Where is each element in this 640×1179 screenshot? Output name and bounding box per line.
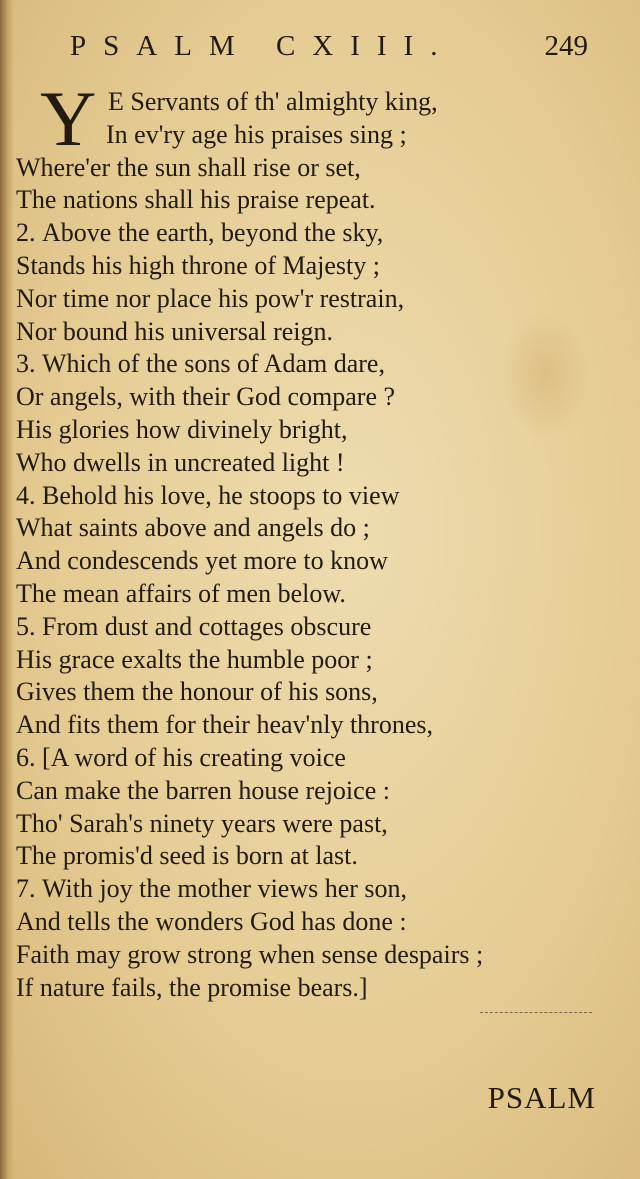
line-text: Above the earth, beyond the sky, [42, 218, 384, 248]
line-text: Or angels, with their God compare ? [16, 382, 396, 412]
psalm-text [16, 75, 606, 1004]
page-gutter [0, 0, 14, 1179]
line-text: Which of the sons of Adam dare, [42, 349, 385, 379]
verse-line [16, 873, 606, 906]
line-text: What saints above and angels do ; [16, 513, 370, 543]
verse-line [16, 545, 606, 578]
verse-line [16, 184, 606, 217]
verse-line [16, 217, 606, 250]
line-text: In ev'ry age his praises sing ; [106, 119, 407, 149]
verse-line [16, 578, 606, 611]
line-text: The mean affairs of men below. [16, 578, 346, 608]
verse-number: 6. [16, 742, 36, 772]
line-text: Tho' Sarah's ninety years were past, [16, 808, 388, 838]
verse-line [16, 381, 606, 414]
line-text: Can make the barren house rejoice : [16, 775, 390, 805]
verse-line [16, 480, 606, 513]
verse-line [16, 283, 606, 316]
verse-line [16, 972, 606, 1005]
verse-number: 3. [16, 349, 36, 379]
verse-number: 5. [16, 611, 36, 641]
page-number: 249 [544, 30, 588, 62]
verse-line [16, 447, 606, 480]
verse-line [16, 414, 606, 447]
line-text: Stands his high throne of Majesty ; [16, 250, 380, 280]
verse-line [16, 316, 606, 349]
verse-line [16, 512, 606, 545]
verse-number: 7. [16, 874, 36, 904]
verse-line [16, 808, 606, 841]
verse-line [16, 906, 606, 939]
line-text: Where'er the sun shall rise or set, [16, 152, 361, 182]
line-text: And condescends yet more to know [16, 546, 388, 576]
line-text: Faith may grow strong when sense despairs ; [16, 939, 484, 969]
line-text: Nor time nor place his pow'r restrain, [16, 283, 405, 313]
line-text: With joy the mother views her son, [42, 874, 408, 904]
end-rule [480, 1012, 592, 1013]
line-text: Who dwells in uncreated light ! [16, 447, 345, 477]
verse-line [16, 676, 606, 709]
line-text: Gives them the honour of his sons, [16, 677, 378, 707]
verse-number: 4. [16, 480, 36, 510]
line-text: His grace exalts the humble poor ; [16, 644, 373, 674]
running-title: PSALM CXIII. [70, 30, 455, 62]
verse-line [16, 119, 606, 152]
line-text: Behold his love, he stoops to view [42, 480, 400, 510]
line-text: [A word of his creating voice [42, 742, 346, 772]
verse-line [16, 644, 606, 677]
line-text: If nature fails, the promise bears.] [16, 972, 368, 1002]
line-text: The nations shall his praise repeat. [16, 185, 376, 215]
verse-line [16, 152, 606, 185]
line-text: The promis'd seed is born at last. [16, 841, 358, 871]
verse-line [16, 840, 606, 873]
line-text: From dust and cottages obscure [42, 611, 372, 641]
catchword: PSALM [487, 1080, 596, 1115]
verse-number: 2. [16, 218, 36, 248]
line-text: And fits them for their heav'nly thrones, [16, 710, 433, 740]
drop-cap: Y [40, 75, 97, 162]
verse-line [16, 775, 606, 808]
verse-line [16, 348, 606, 381]
verse-line [16, 86, 606, 119]
line-text: Nor bound his universal reign. [16, 316, 334, 346]
verse-line [16, 250, 606, 283]
verse-line [16, 742, 606, 775]
verse-line [16, 709, 606, 742]
verse-line [16, 611, 606, 644]
line-text: And tells the wonders God has done : [16, 906, 407, 936]
line-text: His glories how divinely bright, [16, 414, 348, 444]
line-text: E Servants of th' almighty king, [108, 87, 438, 116]
verse-line [16, 939, 606, 972]
page-header [0, 30, 640, 70]
